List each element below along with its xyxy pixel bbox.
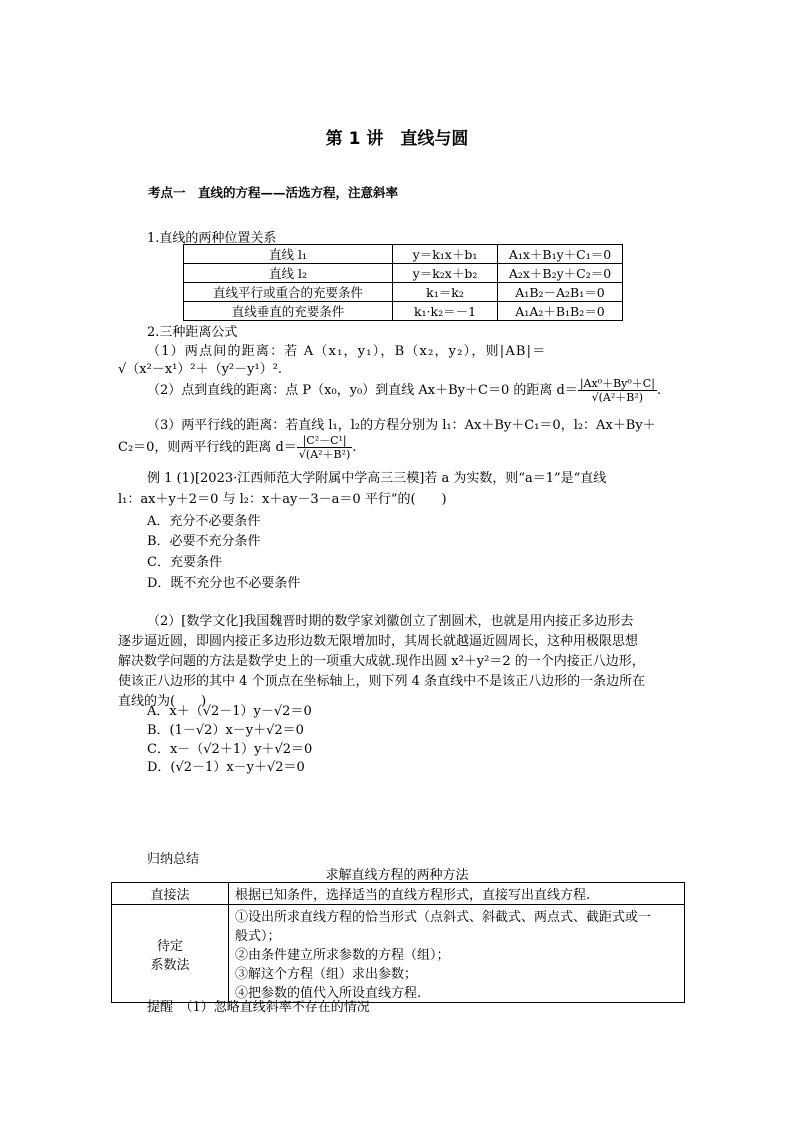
table-cell: A₁B₂－A₂B₁＝0 (498, 283, 623, 302)
table-cell: k₁＝k₂ (393, 283, 498, 302)
table-cell: A₂x＋B₂y＋C₂＝0 (498, 264, 623, 283)
option-c: C．充要条件 (147, 555, 222, 570)
table-row (184, 245, 623, 264)
example-2-line: 解决数学问题的方法是数学史上的一项重大成就.现作出圆 x²＋y²＝2 的一个内接正八边形， (118, 654, 645, 669)
subheading-relations: 1.直线的两种位置关系 (147, 231, 277, 246)
page-title: 第 1 讲 直线与圆 (325, 129, 469, 149)
fraction (578, 377, 657, 404)
option-b: B．(1－√2）x－y＋√2＝0 (147, 723, 304, 738)
table-cell: 直线 l₂ (184, 264, 393, 283)
formula-text: C₂＝0，则两平行线的距离 d＝ (118, 440, 297, 455)
reminder: 提醒 （1）忽略直线斜率不存在的情况 (147, 1000, 370, 1015)
methods-table (111, 882, 685, 1003)
method-step: ①设出所求直线方程的恰当形式（点斜式、斜截式、两点式、截距式或一 (235, 910, 652, 925)
distance-formula-two-points: （1）两点间的距离：若 A（x₁，y₁），B（x₂，y₂），则|AB|＝ (147, 344, 547, 359)
example-2-line: 直线的为( ) (118, 694, 207, 709)
method-name-line: 系数法 (150, 957, 190, 973)
option-d: D．(√2－1）x－y＋√2＝0 (147, 760, 305, 775)
example-2-line: 使该正八边形的其中 4 个顶点在坐标轴上，则下列 4 条直线中不是该正八边形的一条边所在 (118, 674, 646, 689)
distance-formula-two-points-value: √（x²－x¹）²＋（y²－y¹）². (118, 362, 283, 377)
table-row (184, 264, 623, 283)
table-row (112, 883, 685, 905)
subheading-distances: 2.三种距离公式 (147, 325, 238, 340)
method-description (229, 905, 685, 1003)
method-step: ②由条件建立所求参数的方程（组）； (235, 948, 450, 963)
table-cell: 直线 l₁ (184, 245, 393, 264)
example-2-line: （2）[数学文化]我国魏晋时期的数学家刘徽创立了割圆术，也就是用内接正多边形去 (147, 614, 634, 629)
distance-formula-parallel-lines: （3）两平行线的距离：若直线 l₁，l₂的方程分别为 l₁：Ax＋By＋C₁＝0，l₂：Ax＋By＋ (147, 418, 656, 433)
example-1-stem-cont: l₁：ax＋y＋2＝0 与 l₂：x＋ay－3－a＝0 平行”的( ) (118, 492, 447, 507)
method-step: 般式）； (235, 929, 281, 944)
method-name: 直接法 (112, 883, 229, 905)
fraction-numerator: |C²－C¹| (297, 434, 352, 448)
method-description: 根据已知条件，选择适当的直线方程形式，直接写出直线方程. (229, 883, 685, 905)
method-name-line: 待定 (156, 938, 183, 954)
fraction-denominator: √(A²＋B²) (591, 391, 644, 404)
example-2-line: 逐步逼近圆，即圆内接正多边形边数无限增加时，其周长就越逼近圆周长，这种用极限思想 (118, 634, 639, 649)
table-cell: k₁·k₂＝－1 (393, 302, 498, 321)
table-row (112, 905, 685, 1003)
option-a: A．x＋（√2－1）y－√2＝0 (147, 704, 312, 719)
method-step: ③解这个方程（组）求出参数； (235, 967, 418, 982)
section-heading: 考点一 直线的方程——活选方程，注意斜率 (148, 185, 399, 200)
method-name (112, 905, 229, 1003)
distance-formula-parallel-lines-cont: C₂＝0，则两平行线的距离 d＝ $\frac{\text{|C²－C¹|}}{\text{√(A²＋B²)}}$ . (118, 434, 357, 461)
method-step: ④把参数的值代入所设直线方程. (235, 986, 422, 1001)
table-row (184, 283, 623, 302)
table-cell: A₁x＋B₁y＋C₁＝0 (498, 245, 623, 264)
table-cell: 直线平行或重合的充要条件 (184, 283, 393, 302)
fraction-denominator: √(A²＋B²) (298, 448, 351, 461)
option-b: B．必要不充分条件 (147, 534, 261, 549)
option-c: C．x－（√2＋1）y＋√2＝0 (147, 742, 313, 757)
distance-formula-point-line: （2）点到直线的距离：点 P（x₀，y₀）到直线 Ax＋By＋C＝0 的距离 d＝ $\frac{\text{|Ax⁰＋By⁰＋C|}}{\text{√(A²＋B²)}}$ . (147, 377, 662, 404)
table-row (184, 302, 623, 321)
summary-label: 归纳总结 (147, 852, 200, 867)
formula-text: （2）点到直线的距离：点 P（x₀，y₀）到直线 Ax＋By＋C＝0 的距离 d＝ (147, 383, 578, 398)
option-d: D．既不充分也不必要条件 (147, 576, 301, 591)
table-cell: 直线垂直的充要条件 (184, 302, 393, 321)
methods-caption: 求解直线方程的两种方法 (325, 868, 469, 883)
table-cell: y＝k₁x＋b₁ (393, 245, 498, 264)
fraction (297, 434, 352, 461)
example-1-stem: 例 1 (1)[2023·江西师范大学附属中学高三三模]若 a 为实数，则“a＝1”是“直线 (147, 471, 607, 486)
relations-table (183, 244, 623, 321)
table-cell: A₁A₂＋B₁B₂＝0 (498, 302, 623, 321)
fraction-numerator: |Ax⁰＋By⁰＋C| (579, 377, 655, 390)
option-a: A．充分不必要条件 (147, 514, 261, 529)
table-cell: y＝k₂x＋b₂ (393, 264, 498, 283)
